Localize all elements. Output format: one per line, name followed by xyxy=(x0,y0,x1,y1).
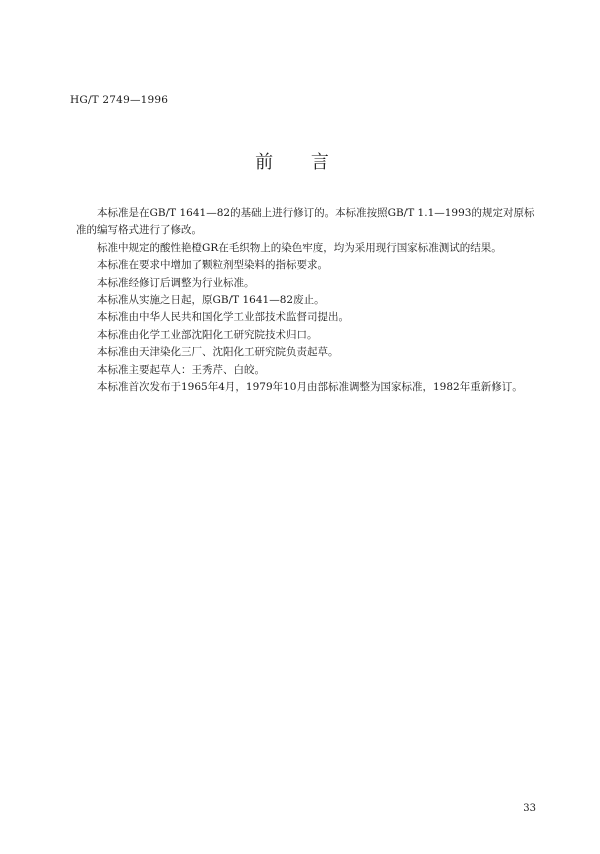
foreword-body xyxy=(76,205,538,396)
paragraph: 本标准主要起草人：王秀芹、白皎。 xyxy=(97,363,265,376)
paragraph: 本标准是在GB/T 1641—82的基础上进行修订的。本标准按照GB/T 1.1—1993的规定对原标准的编写格式进行了修改。 xyxy=(76,207,535,237)
paragraph: 标准中规定的酸性艳橙GR在毛织物上的染色牢度，均为采用现行国家标准测试的结果。 xyxy=(97,241,502,254)
paragraph: 本标准由化学工业部沈阳化工研究院技术归口。 xyxy=(97,328,318,341)
paragraph: 本标准首次发布于1965年4月，1979年10月由部标准调整为国家标准，1982年重新修订。 xyxy=(97,381,523,394)
paragraph: 本标准由中华人民共和国化学工业部技术监督司提出。 xyxy=(97,311,349,324)
paragraph: 本标准在要求中增加了颗粒剂型染料的指标要求。 xyxy=(97,259,328,272)
paragraph: 本标准由天津染化三厂、沈阳化工研究院负责起草。 xyxy=(97,346,339,359)
standard-code: HG/T 2749—1996 xyxy=(70,94,169,106)
paragraph: 本标准从实施之日起，原GB/T 1641—82废止。 xyxy=(97,294,325,307)
page-title: 前 言 xyxy=(255,152,345,173)
page-number: 33 xyxy=(523,803,536,814)
paragraph: 本标准经修订后调整为行业标准。 xyxy=(97,276,255,289)
